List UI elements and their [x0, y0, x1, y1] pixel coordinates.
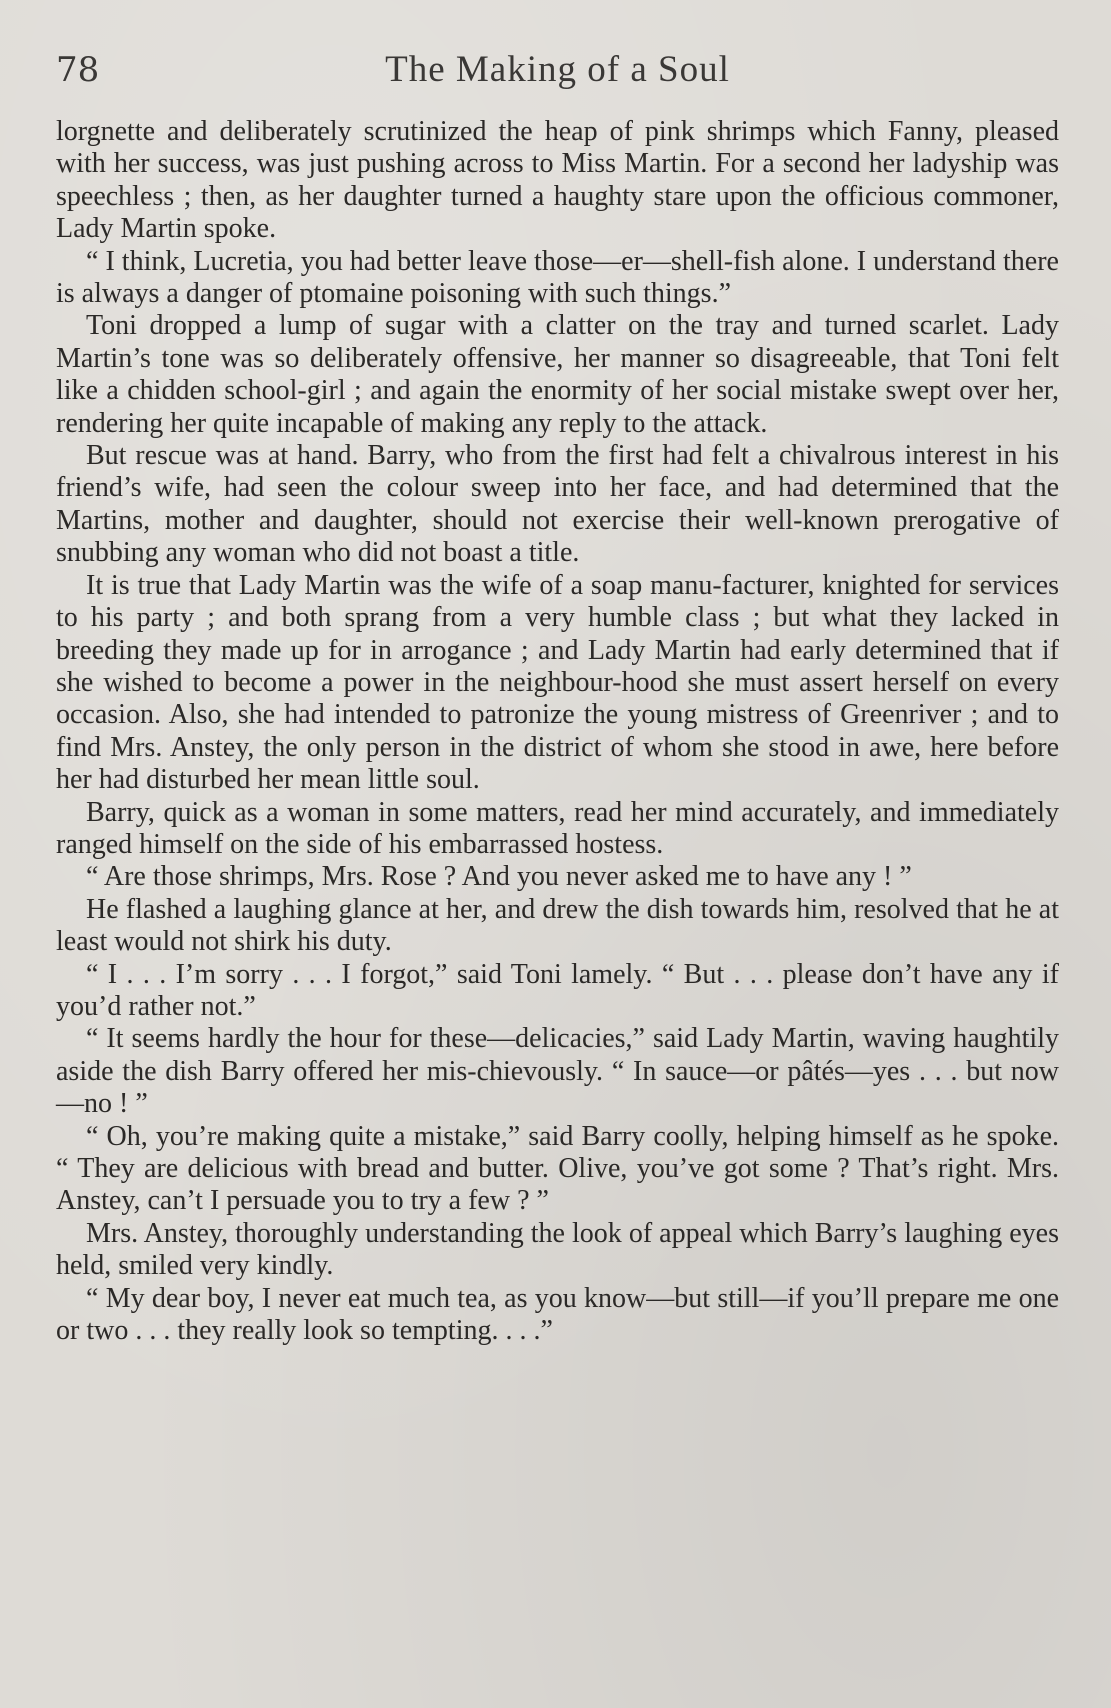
running-title: The Making of a Soul — [385, 49, 730, 90]
paragraph: “ Are those shrimps, Mrs. Rose ? And you never asked me to have any ! ” — [86, 861, 912, 893]
paragraph: It is true that Lady Martin was the wife of a soap manu-facturer, knighted for services to his party ; and both sprang from a very humble class ; but what they lacked in breeding they made up for in arrogance ; and Lady Martin had early determined that if she wished to become a power in the neighbour-hood she must assert herself on every occasion. Also, she had intended to patronize the young mistress of Greenriver ; and to find Mrs. Anstey, the only person in the district of whom she stood in awe, here before her had disturbed her mean little soul. — [56, 569, 1059, 796]
paragraph: “ I think, Lucretia, you had better leave those—er—shell-fish alone. I understand there is always a danger of ptomaine poisoning with such things.” — [56, 245, 1059, 310]
body-text — [56, 116, 1059, 1347]
paragraph: “ It seems hardly the hour for these—delicacies,” said Lady Martin, waving haughtily aside the dish Barry offered her mis-chievously. “ In sauce—or pâtés—yes . . . but now—no ! ” — [56, 1023, 1059, 1120]
paragraph: Barry, quick as a woman in some matters, read her mind accurately, and immediately ranged himself on the side of his embarrassed hostess. — [56, 796, 1059, 860]
paragraph: But rescue was at hand. Barry, who from the first had felt a chivalrous interest in his friend’s wife, had seen the colour sweep into her face, and had determined that the Martins, mother and daughter, should not exercise their well-known prerogative of snubbing any woman who did not boast a title. — [56, 440, 1059, 569]
paragraph: Toni dropped a lump of sugar with a clatter on the tray and turned scarlet. Lady Martin’s tone was so deliberately offensive, her manner so disagreeable, that Toni felt like a chidden school-girl ; and again the enormity of her social mistake swept over her, rendering her quite incapable of making any reply to the attack. — [56, 310, 1059, 439]
running-head — [56, 48, 1059, 110]
paragraph: He flashed a laughing glance at her, and drew the dish towards him, resolved that he at least would not shirk his duty. — [56, 893, 1059, 958]
paragraph: “ I . . . I’m sorry . . . I forgot,” said Toni lamely. “ But . . . please don’t have any if you’d rather not.” — [56, 958, 1059, 1022]
paragraph: “ My dear boy, I never eat much tea, as you know—but still—if you’ll prepare me one or two . . . they really look so tempting. . . .” — [56, 1282, 1059, 1347]
paragraph: “ Oh, you’re making quite a mistake,” said Barry coolly, helping himself as he spoke. “ They are delicious with bread and butter. Olive, you’ve got some ? That’s right. Mrs. Anstey, can’t I persuade you to try a few ? ” — [56, 1120, 1059, 1217]
paragraph: Mrs. Anstey, thoroughly understanding the look of appeal which Barry’s laughing eyes held, smiled very kindly. — [56, 1217, 1059, 1282]
page-number: 78 — [56, 50, 100, 90]
paragraph: lorgnette and deliberately scrutinized the heap of pink shrimps which Fanny, pleased with her success, was just pushing across to Miss Martin. For a second her ladyship was speechless ; then, as her daughter turned a haughty stare upon the officious commoner, Lady Martin spoke. — [56, 116, 1059, 245]
